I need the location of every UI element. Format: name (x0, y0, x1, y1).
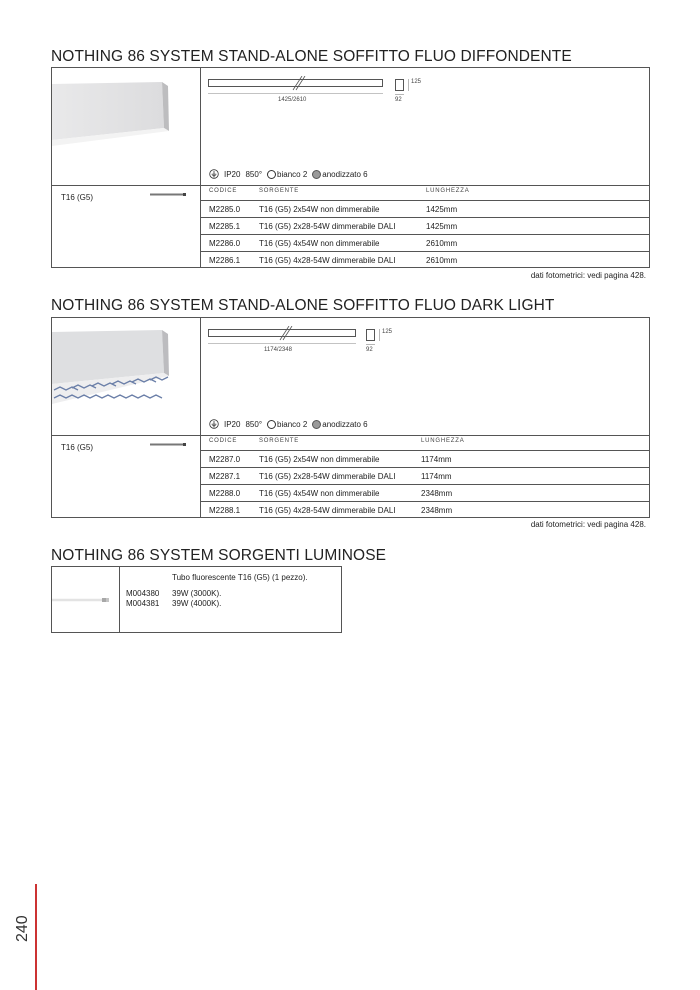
row-source: T16 (G5) 4x54W non dimmerabile (259, 489, 380, 498)
finish-white-label: bianco 2 (277, 169, 308, 179)
section-title: NOTHING 86 SYSTEM STAND-ALONE SOFFITTO FLUO DIFFONDENTE (51, 48, 572, 65)
source-desc: 39W (3000K). (172, 589, 222, 598)
color-temperature: 850° (245, 419, 263, 429)
row-length: 2610mm (426, 256, 458, 265)
table-row (200, 234, 649, 252)
anodized-finish-swatch (312, 170, 321, 179)
product-left-column (52, 318, 201, 517)
page-number: 240 (14, 915, 31, 942)
profile-drawing (208, 326, 408, 362)
row-source: T16 (G5) 2x54W non dimmerabile (259, 205, 380, 214)
dimension-drawing (200, 68, 649, 185)
source-desc: 39W (4000K). (172, 599, 222, 608)
sources-image-cell (52, 567, 120, 632)
row-length: 1174mm (421, 455, 452, 464)
header-code: CODICE (209, 188, 238, 194)
finish-anodized-label: anodizzato 6 (322, 169, 368, 179)
finish-white-label: bianco 2 (277, 419, 308, 429)
ground-icon (209, 419, 219, 429)
section-title: NOTHING 86 SYSTEM SORGENTI LUMINOSE (51, 547, 387, 564)
row-source: T16 (G5) 2x28-54W dimmerabile DALI (259, 222, 396, 231)
header-length: LUNGHEZZA (421, 438, 465, 444)
product-image (52, 68, 200, 185)
anodized-finish-swatch (312, 420, 321, 429)
row-code: M2285.0 (209, 205, 241, 214)
luminaire-image (52, 318, 200, 435)
product-right-column (200, 318, 649, 517)
white-finish-swatch (267, 420, 276, 429)
tube-icon (150, 442, 186, 448)
row-code: M2286.0 (209, 239, 241, 248)
header-code: CODICE (209, 438, 238, 444)
table-row (200, 200, 649, 218)
product-left-column (52, 68, 201, 267)
color-temperature: 850° (245, 169, 263, 179)
product-image (52, 318, 200, 435)
row-code: M2287.1 (209, 472, 241, 481)
luminaire-image (52, 68, 200, 185)
table-row (200, 217, 649, 235)
header-source: SORGENTE (259, 438, 300, 444)
product-box (51, 317, 650, 518)
specs-line (209, 419, 368, 429)
lamp-label: T16 (G5) (61, 443, 94, 452)
header-source: SORGENTE (259, 188, 300, 194)
section-title: NOTHING 86 SYSTEM STAND-ALONE SOFFITTO FLUO DARK LIGHT (51, 297, 555, 314)
dimension-drawing (200, 318, 649, 435)
width-dimension: 92 (395, 97, 402, 103)
accent-bar (35, 884, 37, 990)
row-length: 1174mm (421, 472, 452, 481)
specs-line (209, 169, 368, 179)
row-code: M2285.1 (209, 222, 241, 231)
product-box (51, 67, 650, 268)
row-code: M2288.0 (209, 489, 241, 498)
product-right-column (200, 68, 649, 267)
row-code: M2286.1 (209, 256, 241, 265)
table-row (200, 501, 649, 519)
row-source: T16 (G5) 2x28-54W dimmerabile DALI (259, 472, 396, 481)
header-length: LUNGHEZZA (426, 188, 470, 194)
fluorescent-tube-image (52, 567, 119, 632)
height-dimension: 125 (382, 329, 393, 335)
row-length: 2348mm (421, 506, 453, 515)
ip-rating: IP20 (224, 419, 241, 429)
row-code: M2287.0 (209, 455, 241, 464)
row-source: T16 (G5) 4x54W non dimmerabile (259, 239, 380, 248)
width-dimension: 92 (366, 347, 373, 353)
source-description: Tubo fluorescente T16 (G5) (1 pezzo). (172, 573, 308, 582)
row-length: 1425mm (426, 205, 458, 214)
table-row (200, 484, 649, 502)
height-dimension: 125 (411, 79, 422, 85)
source-code: M004381 (126, 599, 160, 608)
row-length: 2348mm (421, 489, 453, 498)
row-length: 1425mm (426, 222, 458, 231)
table-row (200, 450, 649, 468)
row-source: T16 (G5) 4x28-54W dimmerabile DALI (259, 506, 396, 515)
table-row (200, 467, 649, 485)
ip-rating: IP20 (224, 169, 241, 179)
profile-drawing (208, 76, 438, 112)
lamp-label: T16 (G5) (61, 193, 94, 202)
table-row (200, 251, 649, 269)
row-source: T16 (G5) 4x28-54W dimmerabile DALI (259, 256, 396, 265)
white-finish-swatch (267, 170, 276, 179)
tube-icon (150, 192, 186, 198)
source-code: M004380 (126, 589, 160, 598)
row-code: M2288.1 (209, 506, 241, 515)
length-dimension: 1174/2348 (264, 347, 292, 353)
ground-icon (209, 169, 219, 179)
length-dimension: 1425/2610 (278, 97, 307, 103)
finish-anodized-label: anodizzato 6 (322, 419, 368, 429)
photometric-note: dati fotometrici: vedi pagina 428. (530, 271, 646, 280)
photometric-note: dati fotometrici: vedi pagina 428. (530, 520, 646, 529)
row-length: 2610mm (426, 239, 458, 248)
sources-box (51, 566, 342, 633)
row-source: T16 (G5) 2x54W non dimmerabile (259, 455, 380, 464)
